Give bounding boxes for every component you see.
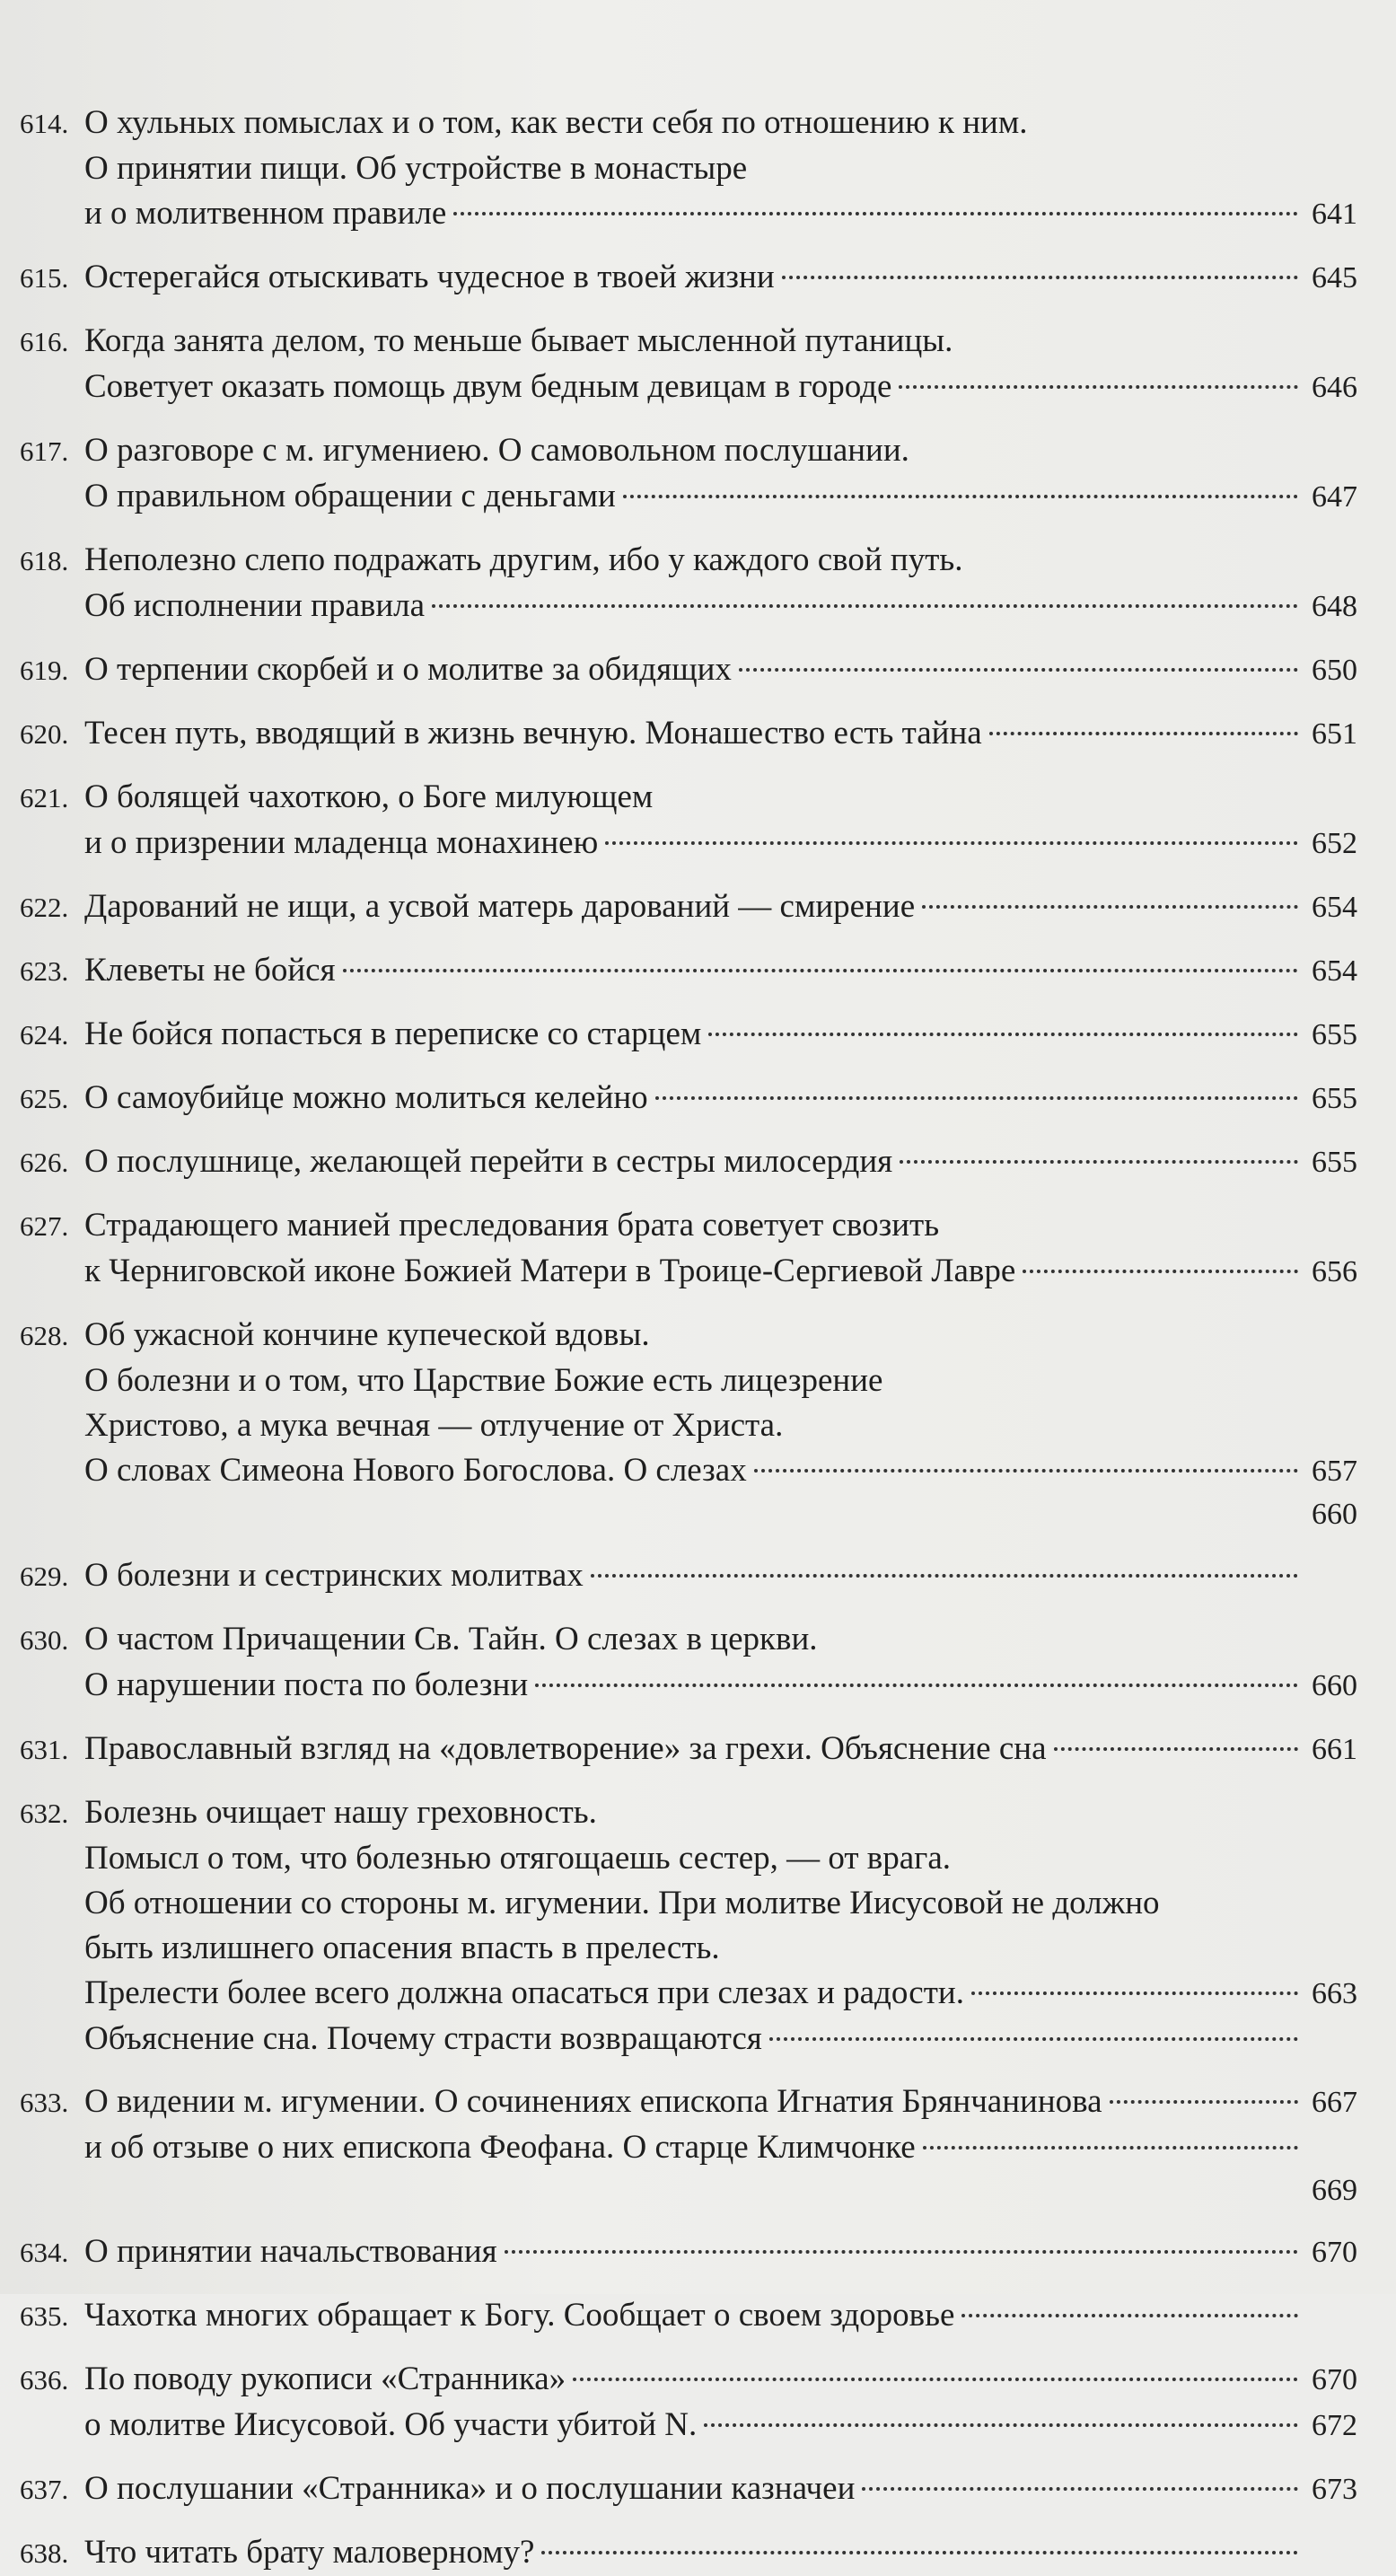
table-of-contents [20,101,1357,2576]
entry-number: 621. [20,782,69,813]
toc-line [20,1663,1357,1709]
entry-title: Тесен путь, вводящий в жизнь вечную. Монашество есть тайна [84,715,982,752]
toc-entry [20,884,1357,930]
toc-line [20,2466,1357,2512]
entry-title: Об ужасной кончине купеческой вдовы. [84,1316,650,1353]
toc-line [20,647,1357,693]
entry-title: О болезни и о том, что Царствие Божие есть лицезрение [84,1362,883,1399]
page-number: 673 [1312,2473,1357,2506]
entry-number: 632. [20,1798,69,1829]
entry-number: 627. [20,1210,69,1242]
entry-number: 634. [20,2237,69,2268]
toc-entry [20,1617,1357,1709]
entry-title: о молитве Иисусовой. Об участи убитой N. [84,2406,698,2443]
entry-title: Православный взгляд на «довлетворение» за грехи. Объяснение сна [84,1730,1047,1767]
entry-number: 619. [20,655,69,686]
entry-title: О болезни и сестринских молитвах [84,1557,584,1594]
page-number: 672 [1312,2409,1357,2442]
toc-line [20,1617,1357,1663]
toc-entry [20,1553,1357,1599]
entry-title: Советует оказать помощь двум бедным девицам в городе [84,368,892,405]
entry-title: О послушнице, желающей перейти в сестры милосердия [84,1143,893,1180]
toc-line [20,1313,1357,1358]
toc-line [20,1553,1357,1599]
page-number: 646 [1312,371,1357,404]
toc-entry [20,1012,1357,1058]
dot-leader [971,1991,1298,1995]
page-number: 655 [1312,1018,1357,1051]
page-number: 670 [1312,2363,1357,2396]
page-number: 647 [1312,480,1357,514]
toc-entry [20,2357,1357,2449]
toc-line [20,821,1357,866]
toc-entry [20,1203,1357,1295]
dot-leader [754,1469,1298,1473]
toc-line [20,474,1357,520]
dot-leader [739,668,1298,672]
entry-number: 615. [20,262,69,294]
toc-entry [20,2530,1357,2576]
entry-number: 630. [20,1624,69,1656]
entry-title: и о молитвенном правиле [84,195,447,232]
dot-leader [605,841,1298,845]
entry-title: О нарушении поста по болезни [84,1666,529,1703]
entry-number: 616. [20,326,69,357]
toc-line [20,2017,1357,2062]
dot-leader [573,2378,1298,2381]
entry-number: 614. [20,108,69,139]
dot-leader [541,2551,1298,2554]
dot-leader [923,2146,1298,2150]
toc-line [20,1203,1357,1249]
toc-entry [20,775,1357,866]
entry-title: Об исполнении правила [84,587,426,624]
toc-entry [20,1313,1357,1535]
page-number: 648 [1312,590,1357,623]
entry-number: 624. [20,1019,69,1051]
dot-leader [862,2487,1298,2491]
toc-line [20,191,1357,237]
page-number: 641 [1312,198,1357,231]
toc-entry [20,647,1357,693]
toc-line [20,1790,1357,1836]
entry-title: О принятии пищи. Об устройстве в монастыре [84,150,748,187]
dot-leader [961,2314,1298,2317]
page-number: 670 [1312,2236,1357,2269]
dot-leader [1110,2100,1298,2104]
dot-leader [769,2037,1298,2041]
dot-leader [708,1033,1298,1036]
page-number: 663 [1312,1977,1357,2010]
toc-line [20,884,1357,930]
page-number-line [20,2170,1357,2211]
toc-line [20,584,1357,629]
dot-leader [453,212,1298,215]
entry-title: Помысл о том, что болезнью отягощаешь сестер, — от врага. [84,1840,952,1877]
toc-entry [20,538,1357,629]
entry-number: 618. [20,545,69,576]
entry-number: 623. [20,955,69,987]
dot-leader [535,1684,1298,1687]
entry-title: Страдающего манией преследования брата советует свозить [84,1207,940,1244]
entry-title: Прелести более всего должна опасаться при слезах и радости. [84,1974,964,2011]
entry-title: О хульных помыслах и о том, как вести себя по отношению к ним. [84,104,1028,141]
entry-title: О болящей чахоткою, о Боге милующем [84,778,654,815]
toc-entry [20,2466,1357,2512]
dot-leader [922,905,1298,909]
entry-title: Что читать брату маловерному? [84,2534,535,2571]
entry-title: Когда занята делом, то меньше бывает мысленной путаницы. [84,322,953,359]
dot-leader [704,2423,1298,2427]
dot-leader [505,2250,1298,2254]
toc-line [20,2293,1357,2339]
toc-entry [20,948,1357,994]
toc-entry [20,1727,1357,1772]
toc-entry [20,319,1357,410]
page-number: 660 [1312,1498,1357,1531]
toc-line [20,1448,1357,1494]
toc-line [20,1403,1357,1448]
entry-title: Объяснение сна. Почему страсти возвращаются [84,2020,762,2057]
toc-line [20,1012,1357,1058]
page-number: 651 [1312,717,1357,751]
dot-leader [432,604,1298,608]
toc-entry [20,1076,1357,1121]
dot-leader [782,276,1298,279]
page-number: 652 [1312,827,1357,860]
page-number: 661 [1312,1733,1357,1766]
toc-entry [20,2079,1357,2211]
toc-line [20,1836,1357,1881]
toc-line [20,428,1357,474]
toc-line [20,2357,1357,2403]
page-number: 660 [1312,1669,1357,1702]
entry-title: Неполезно слепо подражать другим, ибо у каждого свой путь. [84,541,963,578]
dot-leader [655,1096,1298,1100]
dot-leader [1023,1270,1298,1273]
toc-line [20,775,1357,821]
toc-line [20,2403,1357,2449]
toc-line [20,1249,1357,1295]
toc-line [20,538,1357,584]
dot-leader [899,385,1298,389]
entry-title: Остерегайся отыскивать чудесное в твоей жизни [84,259,775,295]
page-number: 645 [1312,261,1357,295]
entry-title: Болезнь очищает нашу греховность. [84,1794,597,1831]
dot-leader [900,1160,1298,1164]
page-number: 669 [1312,2174,1357,2207]
entry-title: Христово, а мука вечная — отлучение от Христа. [84,1407,784,1444]
toc-entry [20,2229,1357,2275]
entry-title: О терпении скорбей и о молитве за обидящих [84,651,732,688]
entry-title: и о призрении младенца монахинею [84,824,599,861]
entry-title: О разговоре с м. игумениею. О самовольном послушании. [84,432,909,469]
toc-entry [20,2293,1357,2339]
entry-number: 617. [20,435,69,467]
entry-title: Дарований не ищи, а усвой матерь дарований — смирение [84,888,916,925]
toc-line [20,1076,1357,1121]
toc-entry [20,1790,1357,2062]
entry-number: 637. [20,2474,69,2505]
toc-line [20,365,1357,410]
entry-title: и об отзыве о них епископа Феофана. О старце Климчонке [84,2129,916,2166]
entry-number: 620. [20,718,69,750]
toc-line [20,319,1357,365]
entry-title: О видении м. игумении. О сочинениях епископа Игнатия Брянчанинова [84,2083,1102,2120]
entry-number: 628. [20,1320,69,1351]
toc-entry [20,1139,1357,1185]
toc-entry [20,428,1357,520]
toc-entry [20,255,1357,301]
entry-title: Чахотка многих обращает к Богу. Сообщает о своем здоровье [84,2297,955,2334]
page-number: 650 [1312,654,1357,687]
toc-line [20,1881,1357,1926]
entry-number: 636. [20,2364,69,2396]
toc-line [20,1358,1357,1403]
dot-leader [989,732,1298,735]
toc-line [20,1971,1357,2017]
entry-number: 638. [20,2537,69,2569]
toc-line [20,2530,1357,2576]
entry-title: Клеветы не бойся [84,952,336,989]
toc-entry [20,711,1357,757]
entry-number: 622. [20,892,69,923]
toc-line [20,146,1357,191]
page-number: 655 [1312,1146,1357,1179]
entry-number: 633. [20,2087,69,2118]
entry-title: По поводу рукописи «Странника» [84,2361,566,2397]
toc-line [20,1727,1357,1772]
entry-title: к Черниговской иконе Божией Матери в Троице-Сергиевой Лавре [84,1253,1016,1289]
page-number: 654 [1312,954,1357,988]
dot-leader [623,495,1298,498]
toc-line [20,1139,1357,1185]
entry-title: быть излишнего опасения впасть в прелесть. [84,1930,720,1966]
entry-number: 635. [20,2300,69,2332]
page-number: 656 [1312,1255,1357,1288]
entry-title: О правильном обращении с деньгами [84,478,616,514]
entry-number: 629. [20,1561,69,1592]
page-number: 657 [1312,1455,1357,1488]
entry-number: 625. [20,1083,69,1114]
entry-title: О словах Симеона Нового Богослова. О слезах [84,1452,747,1489]
entry-title: О принятии начальствования [84,2233,497,2270]
dot-leader [1054,1747,1298,1751]
entry-title: О самоубийце можно молиться келейно [84,1079,648,1116]
toc-line [20,2229,1357,2275]
entry-title: О частом Причащении Св. Тайн. О слезах в церкви. [84,1621,818,1657]
toc-line [20,2125,1357,2170]
page-number-line [20,1494,1357,1535]
toc-line [20,2079,1357,2125]
toc-entry [20,101,1357,237]
dot-leader [343,969,1298,972]
entry-number: 631. [20,1734,69,1765]
page-number: 655 [1312,1082,1357,1115]
page-number: 667 [1312,2086,1357,2119]
entry-title: Об отношении со стороны м. игумении. При молитве Иисусовой не должно [84,1885,1160,1921]
toc-line [20,101,1357,146]
dot-leader [591,1574,1298,1578]
entry-title: О послушании «Странника» и о послушании казначеи [84,2470,856,2507]
toc-line [20,711,1357,757]
entry-number: 626. [20,1147,69,1178]
toc-line [20,948,1357,994]
toc-line [20,1926,1357,1971]
page-number: 654 [1312,891,1357,924]
toc-line [20,255,1357,301]
entry-title: Не бойся попасться в переписке со старцем [84,1015,702,1052]
